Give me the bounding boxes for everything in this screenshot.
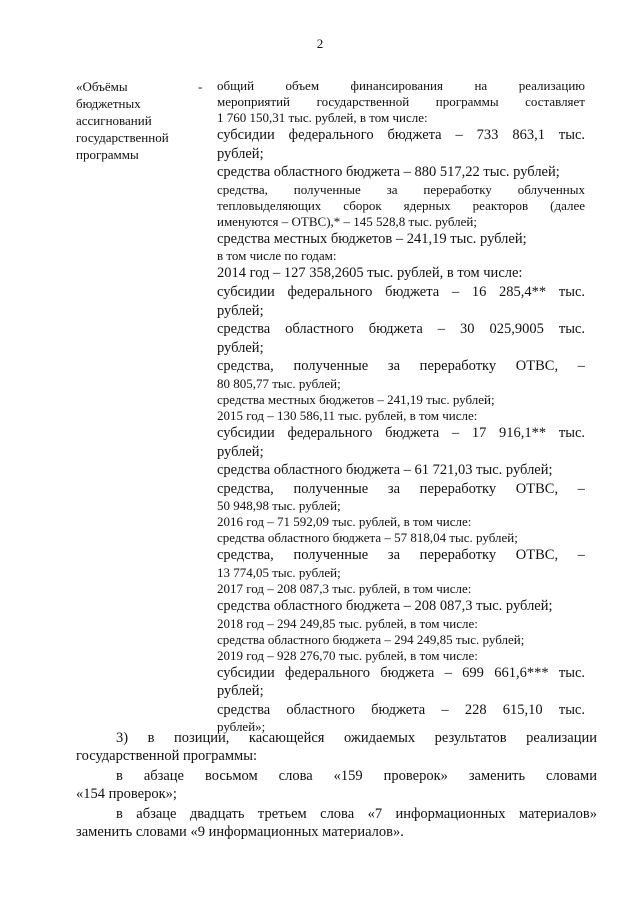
financing-line: средства областного бюджета – 208 087,3 тыс. рублей; bbox=[217, 597, 553, 614]
financing-line: в том числе по годам: bbox=[217, 248, 337, 264]
financing-line: рублей; bbox=[217, 443, 264, 460]
paragraph-line: заменить словами «9 информационных материалов». bbox=[76, 823, 404, 840]
financing-line: средства областного бюджета – 57 818,04 тыс. рублей; bbox=[217, 530, 518, 546]
financing-line: средства, полученные за переработку ОТВС, – bbox=[217, 480, 585, 497]
financing-line: именуются – ОТВС),* – 145 528,8 тыс. рублей; bbox=[217, 213, 477, 229]
financing-line: 2018 год – 294 249,85 тыс. рублей, в том числе: bbox=[217, 615, 478, 631]
financing-line: 2016 год – 71 592,09 тыс. рублей, в том числе: bbox=[217, 514, 472, 530]
row-label-line: «Объёмы bbox=[76, 79, 128, 94]
page-number: 2 bbox=[316, 36, 324, 51]
paragraph-line: в абзаце двадцать третьем слова «7 информационных материалов» bbox=[116, 806, 597, 822]
financing-details bbox=[217, 78, 585, 735]
financing-line: 2015 год – 130 586,11 тыс. рублей, в том числе: bbox=[217, 407, 478, 423]
financing-line: средства областного бюджета – 294 249,85 тыс. рублей; bbox=[217, 631, 525, 647]
financing-line: общий объем финансирования на реализацию bbox=[217, 78, 585, 93]
financing-line: рублей»; bbox=[217, 719, 266, 735]
financing-line: средства, полученные за переработку облученных bbox=[217, 181, 585, 197]
financing-line: субсидии федерального бюджета – 17 916,1** тыс. bbox=[217, 424, 585, 441]
financing-line: 50 948,98 тыс. рублей; bbox=[217, 498, 341, 514]
financing-line: мероприятий государственной программы составляет bbox=[217, 94, 585, 109]
financing-line: рублей; bbox=[217, 683, 264, 700]
amendment-paragraphs bbox=[76, 730, 597, 841]
paragraph-line: 3) в позиции, касающейся ожидаемых результатов реализации bbox=[116, 730, 597, 746]
paragraph-line: государственной программы: bbox=[76, 747, 257, 764]
row-label-line: ассигнований bbox=[76, 113, 152, 128]
financing-line: средства областного бюджета – 30 025,9005 тыс. bbox=[217, 321, 585, 338]
financing-line: рублей; bbox=[217, 145, 264, 162]
paragraph-line: «154 проверок»; bbox=[76, 785, 177, 802]
row-label bbox=[76, 78, 194, 163]
financing-line: средства местных бюджетов – 241,19 тыс. рублей; bbox=[217, 230, 527, 247]
row-dash: - bbox=[198, 79, 203, 94]
financing-line: средства местных бюджетов – 241,19 тыс. рублей; bbox=[217, 391, 495, 407]
financing-line: 2019 год – 928 276,70 тыс. рублей, в том числе: bbox=[217, 647, 478, 663]
financing-line: субсидии федерального бюджета – 16 285,4** тыс. bbox=[217, 283, 585, 300]
financing-line: средства областного бюджета – 880 517,22 тыс. рублей; bbox=[217, 164, 560, 181]
financing-line: тепловыделяющих сборок ядерных реакторов (далее bbox=[217, 197, 585, 213]
financing-line: 2017 год – 208 087,3 тыс. рублей, в том числе: bbox=[217, 580, 472, 596]
row-label-line: бюджетных bbox=[76, 96, 141, 111]
row-label-line: государственной bbox=[76, 130, 169, 145]
financing-line: субсидии федерального бюджета – 733 863,1 тыс. bbox=[217, 127, 585, 143]
financing-line: рублей; bbox=[217, 339, 264, 356]
financing-line: субсидии федерального бюджета – 699 661,6*** тыс. bbox=[217, 664, 585, 681]
financing-line: 2014 год – 127 358,2605 тыс. рублей, в том числе: bbox=[217, 265, 523, 282]
financing-line: средства, полученные за переработку ОТВС, – bbox=[217, 547, 585, 564]
financing-line: средства областного бюджета – 228 615,10 тыс. bbox=[217, 701, 585, 718]
paragraph-line: в абзаце восьмом слова «159 проверок» заменить словами bbox=[116, 768, 597, 784]
financing-line: 13 774,05 тыс. рублей; bbox=[217, 564, 341, 580]
financing-line: средства областного бюджета – 61 721,03 тыс. рублей; bbox=[217, 462, 553, 479]
row-label-line: программы bbox=[76, 147, 139, 162]
financing-line: рублей; bbox=[217, 302, 264, 319]
financing-line: средства, полученные за переработку ОТВС, – bbox=[217, 358, 585, 375]
financing-line: 1 760 150,31 тыс. рублей, в том числе: bbox=[217, 110, 428, 125]
financing-line: 80 805,77 тыс. рублей; bbox=[217, 375, 341, 391]
